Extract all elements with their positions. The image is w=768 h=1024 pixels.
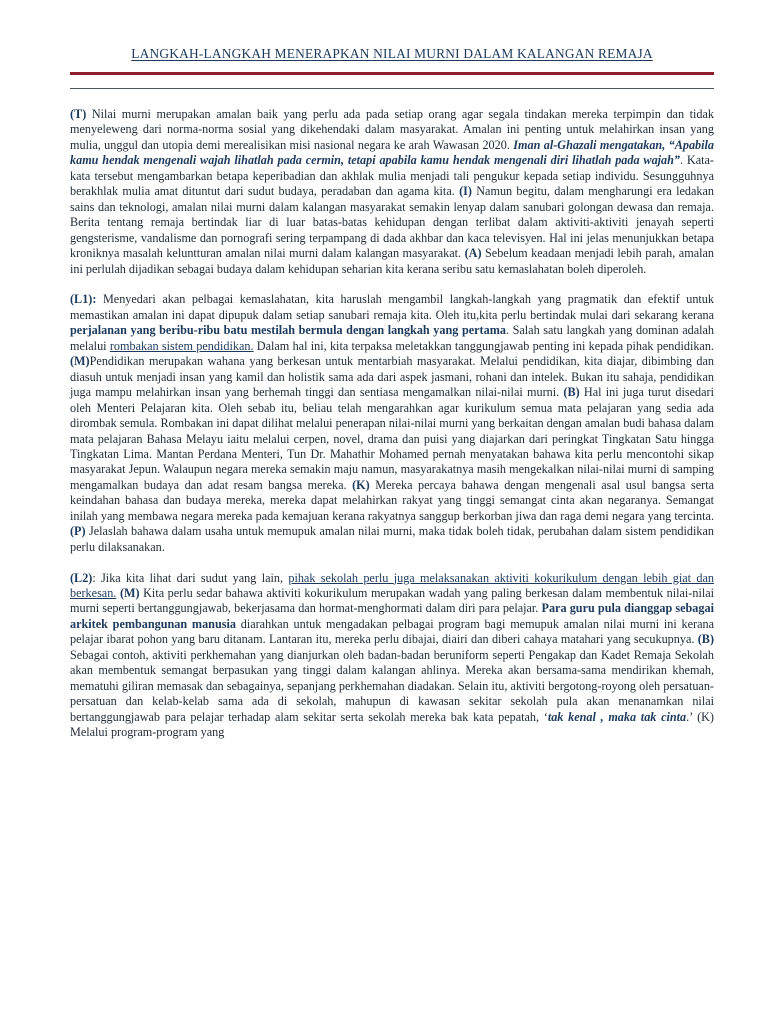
text-run: Menyedari akan pelbagai kemaslahatan, kita haruslah mengambil langkah-langkah yang pragmatik dan efektif untuk memastikan amalan ini dapat dipupuk dalam setiap sanubari remaja kita. Oleh itu,kita perlu bertindak mulai dari sekarang kerana — [70, 292, 714, 322]
text-run: . Salah satu langkah yang dominan adalah melalui — [70, 323, 714, 353]
paragraph-t — [70, 107, 714, 277]
paragraph-l1 — [70, 292, 714, 555]
section-marker: (I) — [459, 184, 472, 199]
section-marker: (K) — [352, 477, 370, 492]
document-body — [70, 107, 714, 756]
underlined-point: pihak sekolah perlu juga melaksanakan aktiviti kokurikulum dengan lebih giat dan berkesan. — [70, 570, 715, 601]
paragraph-l2 — [70, 571, 714, 741]
text-run: Nilai murni merupakan amalan baik yang perlu ada pada setiap orang agar segala tindakan mereka terpimpin dan tidak menyeleweng dari norma-norma sosial yang dikehendaki dalam masyarakat. Amalan ini penting untuk melahirkan insan yang mulia, unggul dan utopia demi merealisikan misi nasional negara ke arah Wawasan 2020. — [70, 107, 714, 152]
quotation: tak kenal , maka tak cinta — [547, 709, 687, 724]
emphasis-phrase: Para guru pula dianggap sebagai arkitek pembangunan manusia — [70, 601, 714, 631]
text-run: Dalam hal ini, kita terpaksa meletakkan tanggungjawab penting ini kepada pihak pendidikan. — [253, 338, 714, 353]
title-accent-rule — [70, 72, 714, 75]
text-run: Sebelum keadaan menjadi lebih parah, amalan ini perlulah dijadikan sebagai budaya dalam kehidupan seharian kita kerana seribu satu kemaslahatan boleh diperoleh. — [70, 246, 714, 276]
section-marker: (A) — [464, 246, 482, 261]
text-run: Sebagai contoh, aktiviti perkhemahan yang dianjurkan oleh badan-badan beruniform seperti Pengakap dan Kadet Remaja Sekolah akan membentuk semangat berpasukan yang tinggi dalam kalangan ahlinya. Mereka akan bersama-sama mendirikan khemah, mematuhi giliran memasak dan sebagainya, sepanjang perkhemahan diadakan. Selain itu, aktiviti bergotong-royong oleh persatuan-persatuan dan kelab-kelab sama ada di sekolah, mahupun di kawasan sekitar sekolah pula akan menanamkan nilai bertanggungjawab para pelajar terhadap alam sekitar serta sekolah mereka bak kata pepatah, ‘ — [70, 647, 714, 724]
section-marker: (M) — [119, 586, 140, 601]
section-marker: (M) — [70, 354, 90, 369]
text-run: . Kata-kata tersebut mengambarkan betapa keperibadian dan akhlak mulia menjadi tali pengukur kepada setiap individu. Sesungguhnya berakhlak mulia amat dituntut dari sudut budaya, peradaban dan agama kita. — [70, 153, 714, 199]
underlined-point: rombakan sistem pendidikan. — [109, 338, 254, 353]
document-title: LANGKAH-LANGKAH MENERAPKAN NILAI MURNI DALAM KALANGAN REMAJA — [131, 46, 653, 61]
text-run: Pendidikan merupakan wahana yang berkesan untuk mentarbiah masyarakat. Melalui pendidikan, kita diajar, dibimbing dan diasuh untuk menjadi insan yang kamil dan holistik sama ada dari aspek jasmani, rohani dan intelek. Bukan itu sahaja, pendidikan juga mampu melahirkan insan yang berhemah tinggi dan sentiasa mengamalkan nilai-nilai murni. — [70, 354, 714, 400]
title-divider — [70, 88, 714, 89]
section-marker: (B) — [697, 632, 714, 647]
section-marker: (B) — [563, 385, 580, 400]
section-marker: (L1): — [70, 292, 97, 307]
section-marker: (L2) — [70, 570, 93, 585]
text-run: diarahkan untuk mengadakan pelbagai program bagi memupuk amalan nilai murni ini kerana pelajar ibarat pohon yang baru ditanam. Lantaran itu, mereka perlu dibajai, diairi dan diberi cahaya matahari yang secukupnya. — [70, 616, 715, 647]
emphasis-phrase: perjalanan yang beribu-ribu batu mestilah bermula dengan langkah yang pertama — [70, 323, 506, 338]
text-run: Jelaslah bahawa dalam usaha untuk memupuk amalan nilai murni, maka tidak boleh tidak, perubahan dalam sistem pendidikan perlu dilaksanakan. — [70, 524, 714, 554]
quotation: Iman al-Ghazali mengatakan, “Apabila kamu hendak mengenali wajah lihatlah pada cermin, tetapi apabila kamu hendak mengenali diri lihatlah pada wajah” — [70, 137, 714, 168]
text-run: : Jika kita lihat dari sudut yang lain, — [92, 570, 289, 585]
text-run: Hal ini juga turut disedari oleh Menteri Pelajaran kita. Oleh sebab itu, beliau telah mengarahkan agar kurikulum semua mata pelajaran yang sedia ada dirombak semula. Rombakan ini dapat dilihat melalui penerapan nilai-nilai murni yang berkaitan dengan amalan budi bahasa dalam mata pelajaran Bahasa Melayu iaitu melalui cerpen, novel, drama dan puisi yang diajarkan dari peringkat Tingkatan Satu hingga Tingkatan Lima. Mantan Perdana Menteri, Tun Dr. Mahathir Mohamed pernah menyatakan bahawa kita perlu mencontohi sikap masyarakat Jepun. Walaupun negara mereka semakin maju namun, masyarakatnya masih mengekalkan nilai-nilai murni di samping mengamalkan budaya dan adat resam bangsa mereka. — [70, 385, 714, 492]
text-run: .’ (K) Melalui program-program yang — [70, 709, 714, 740]
section-marker: (T) — [70, 107, 87, 121]
text-run: Mereka percaya bahawa dengan mengenali asal usul bangsa serta keindahan bahasa dan budaya mereka, mereka dapat melahirkan rakyat yang tinggi semangat cinta akan negaranya. Semangat inilah yang membawa negara mereka pada kemajuan kerana rakyatnya sanggup berkorban jiwa dan raga demi negara yang tercinta. — [70, 477, 714, 523]
section-marker: (P) — [70, 524, 86, 539]
text-run: Kita perlu sedar bahawa aktiviti kokurikulum merupakan wadah yang paling berkesan dalam membentuk nilai-nilai murni seperti bertanggungjawab, bekerjasama dan hormat-menghormati dalam diri para pelajar. — [70, 586, 715, 616]
text-run: Namun begitu, dalam mengharungi era ledakan sains dan teknologi, amalan nilai murni dalam kalangan masyarakat semakin lenyap dalam sanubari golongan dewasa dan remaja. Berita tentang remaja bertindak liar di luar batas-batas kehidupan dengan terlibat dalam aktiviti-aktiviti jenayah seperti gengsterisme, vandalisme dan pornografi sering terpampang di dada akhbar dan kaca televisyen. Hal ini jelas menunjukkan betapa kroniknya masalah keluntturan amalan nilai murni dalam kalangan masyarakat. — [70, 184, 714, 261]
